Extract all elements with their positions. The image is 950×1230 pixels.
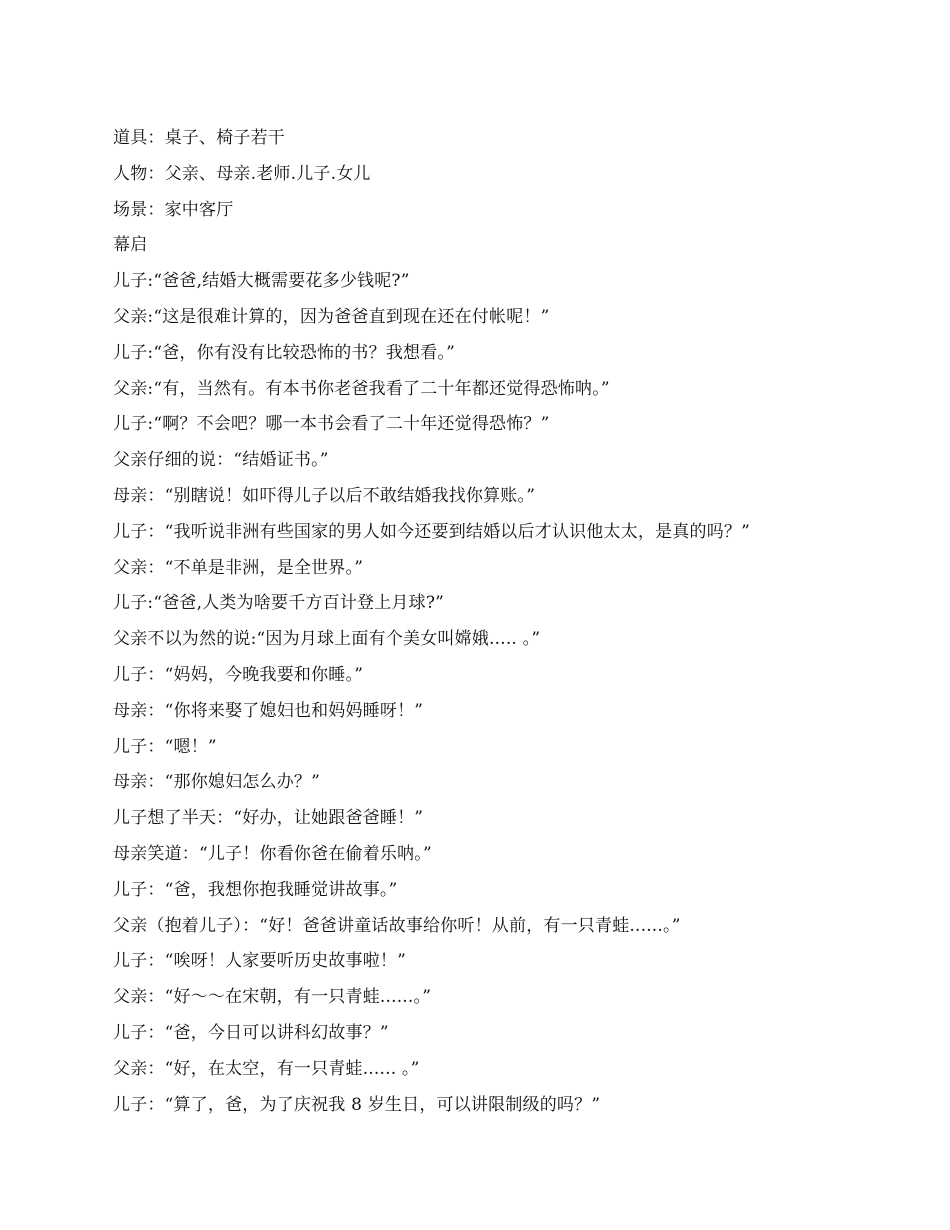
dialogue-line: 父亲:“这是很难计算的，因为爸爸直到现在还在付帐呢！”	[113, 306, 550, 327]
dialogue-line: 儿子：“爸，今日可以讲科幻故事？”	[113, 1022, 389, 1043]
props-line: 道具：桌子、椅子若干	[113, 128, 285, 148]
dialogue-line: 儿子想了半天：“好办，让她跟爸爸睡！”	[113, 808, 424, 829]
script-text	[113, 121, 913, 1123]
dialogue-line: 儿子：“爸，我想你抱我睡觉讲故事。”	[113, 879, 398, 900]
dialogue-line: 儿子：“妈妈，今晚我要和你睡。”	[113, 664, 364, 685]
dialogue-line: 母亲：“别瞎说！如吓得儿子以后不敢结婚我找你算账。”	[113, 485, 536, 506]
dialogue-line: 母亲：“你将来娶了媳妇也和妈妈睡呀！”	[113, 700, 424, 721]
dialogue-line: 儿子：“嗯！”	[113, 736, 217, 757]
dialogue-line: 母亲笑道：“儿子！你看你爸在偷着乐呐。”	[113, 843, 432, 864]
dialogue-line: 父亲（抱着儿子）：“好！爸爸讲童话故事给你听！从前，有一只青蛙......。”	[113, 915, 681, 936]
dialogue-line: 儿子:“爸爸,人类为啥要千方百计登上月球?”	[113, 593, 445, 614]
dialogue-line: 父亲仔细的说：“结婚证书。”	[113, 450, 329, 471]
dialogue-line: 父亲:“有，当然有。有本书你老爸我看了二十年都还觉得恐怖呐。”	[113, 378, 610, 399]
dialogue-line: 儿子:“爸，你有没有比较恐怖的书？我想看。”	[113, 342, 456, 363]
curtain-rise-line: 幕启	[113, 235, 148, 256]
dialogue-line: 父亲：“好～～在宋朝，有一只青蛙......。”	[113, 987, 432, 1008]
dialogue-line: 儿子：“唉呀！人家要听历史故事啦！”	[113, 951, 406, 972]
dialogue-line: 父亲：“不单是非洲，是全世界。”	[113, 557, 364, 578]
dialogue-line: 儿子:“爸爸,结婚大概需要花多少钱呢?”	[113, 271, 410, 292]
characters-line: 人物：父亲、母亲.老师.儿子.女儿	[113, 163, 371, 184]
dialogue-line: 儿子：“我听说非洲有些国家的男人如今还要到结婚以后才认识他太太，是真的吗？”	[113, 521, 750, 542]
dialogue-line: 儿子:“啊？不会吧？哪一本书会看了二十年还觉得恐怖？”	[113, 414, 550, 435]
dialogue-line: 儿子：“算了，爸，为了庆祝我 8 岁生日，可以讲限制级的吗？”	[113, 1094, 601, 1115]
dialogue-line: 父亲：“好，在太空，有一只青蛙...... 。”	[113, 1058, 420, 1079]
dialogue-line: 父亲不以为然的说:“因为月球上面有个美女叫嫦娥..... 。”	[113, 629, 541, 650]
dialogue-line: 母亲：“那你媳妇怎么办？”	[113, 772, 320, 793]
scene-line: 场景：家中客厅	[113, 199, 234, 220]
